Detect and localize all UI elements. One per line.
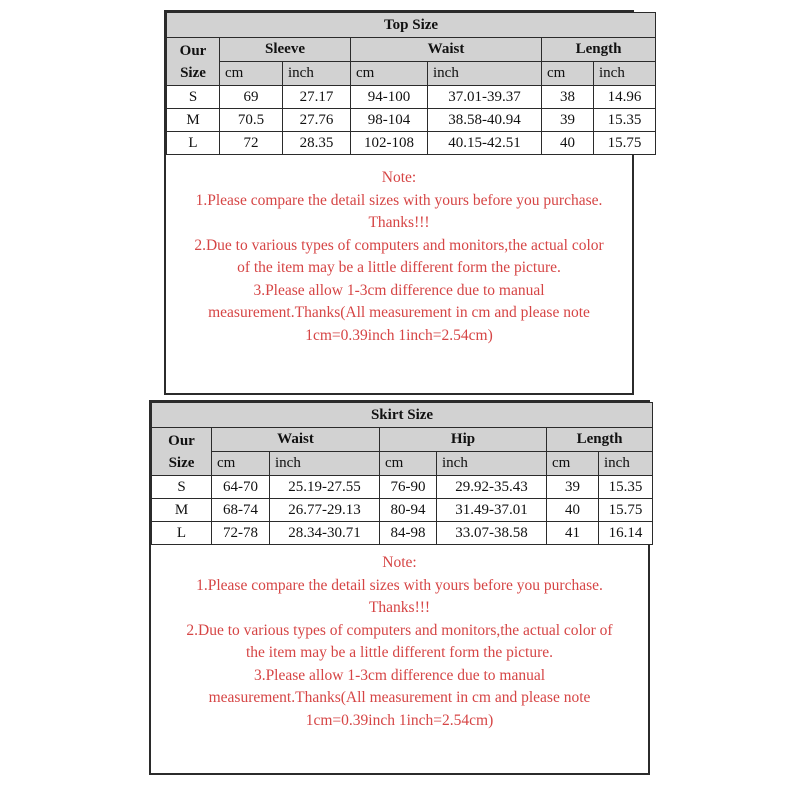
skirt-group-waist: Waist: [212, 428, 380, 452]
table-row: [167, 86, 656, 109]
top-table-group-header-row: [167, 38, 656, 62]
top-our-label: Our: [179, 42, 207, 59]
top-row-s-size: S: [167, 86, 220, 109]
skirt-table-title-row: [152, 403, 653, 428]
top-table-unit-header-row: [167, 62, 656, 86]
skirt-row-m-hip-inch: 31.49-37.01: [437, 499, 547, 522]
top-row-m-waist-inch: 38.58-40.94: [428, 109, 542, 132]
top-unit-length-cm: cm: [542, 62, 594, 86]
skirt-row-l-length-inch: 16.14: [599, 522, 653, 545]
top-row-m-waist-cm: 98-104: [351, 109, 428, 132]
skirt-row-m-hip-cm: 80-94: [380, 499, 437, 522]
table-row: [167, 109, 656, 132]
top-note-line-1: 1.Please compare the detail sizes with yours before you purchase.: [195, 191, 603, 209]
skirt-size-title: Skirt Size: [152, 403, 653, 428]
skirt-our-size-header: [152, 428, 212, 476]
top-row-l-sleeve-cm: 72: [220, 132, 283, 155]
top-row-l-length-cm: 40: [542, 132, 594, 155]
top-size-table: [166, 12, 656, 155]
skirt-note-line-1: 1.Please compare the detail sizes with yours before you purchase.: [196, 576, 603, 594]
table-row: [152, 499, 653, 522]
skirt-row-l-size: L: [152, 522, 212, 545]
skirt-row-s-hip-cm: 76-90: [380, 476, 437, 499]
top-size-chart-block: [164, 10, 642, 395]
skirt-group-hip: Hip: [380, 428, 547, 452]
skirt-row-s-waist-inch: 25.19-27.55: [270, 476, 380, 499]
skirt-row-l-hip-inch: 33.07-38.58: [437, 522, 547, 545]
skirt-unit-length-cm: cm: [547, 452, 599, 476]
skirt-row-m-length-cm: 40: [547, 499, 599, 522]
top-unit-sleeve-cm: cm: [220, 62, 283, 86]
skirt-row-l-waist-cm: 72-78: [212, 522, 270, 545]
skirt-note-line-6: measurement.Thanks(All measurement in cm and please note: [208, 689, 591, 706]
skirt-note-line-7: 1cm=0.39inch 1inch=2.54cm): [305, 711, 494, 729]
skirt-row-s-waist-cm: 64-70: [212, 476, 270, 499]
skirt-row-l-length-cm: 41: [547, 522, 599, 545]
skirt-note-line-5: 3.Please allow 1-3cm difference due to manual: [253, 666, 546, 684]
top-group-waist: Waist: [351, 38, 542, 62]
table-row: [167, 132, 656, 155]
top-row-s-waist-cm: 94-100: [351, 86, 428, 109]
skirt-size-note: [151, 552, 648, 773]
top-row-s-waist-inch: 37.01-39.37: [428, 86, 542, 109]
top-unit-sleeve-inch: inch: [283, 62, 351, 86]
top-note-line-7: 1cm=0.39inch 1inch=2.54cm): [305, 326, 493, 344]
skirt-row-m-length-inch: 15.75: [599, 499, 653, 522]
skirt-row-m-waist-inch: 26.77-29.13: [270, 499, 380, 522]
skirt-row-s-length-cm: 39: [547, 476, 599, 499]
top-note-line-5: 3.Please allow 1-3cm difference due to manual: [253, 281, 545, 299]
skirt-size-chart-block: [149, 400, 650, 775]
top-unit-waist-inch: inch: [428, 62, 542, 86]
top-unit-length-inch: inch: [594, 62, 656, 86]
top-row-l-waist-inch: 40.15-42.51: [428, 132, 542, 155]
skirt-note-line-2: Thanks!!!: [368, 599, 431, 616]
top-our-size-header: [167, 38, 220, 86]
top-group-sleeve: Sleeve: [220, 38, 351, 62]
top-note-line-4: of the item may be a little different form the picture.: [237, 259, 561, 276]
top-note-line-6: measurement.Thanks(All measurement in cm and please note: [208, 304, 590, 321]
top-row-l-waist-cm: 102-108: [351, 132, 428, 155]
top-unit-waist-cm: cm: [351, 62, 428, 86]
top-row-s-sleeve-inch: 27.17: [283, 86, 351, 109]
skirt-note-heading: Note:: [382, 554, 417, 571]
skirt-unit-waist-inch: inch: [270, 452, 380, 476]
top-row-l-sleeve-inch: 28.35: [283, 132, 351, 155]
skirt-row-m-size: M: [152, 499, 212, 522]
top-size-note: [166, 167, 632, 393]
table-row: [152, 476, 653, 499]
skirt-row-s-size: S: [152, 476, 212, 499]
top-size-label: Size: [180, 64, 206, 81]
skirt-table-unit-header-row: [152, 452, 653, 476]
skirt-row-l-hip-cm: 84-98: [380, 522, 437, 545]
skirt-unit-waist-cm: cm: [212, 452, 270, 476]
top-row-m-length-cm: 39: [542, 109, 594, 132]
skirt-unit-hip-inch: inch: [437, 452, 547, 476]
top-size-title: Top Size: [167, 13, 656, 38]
skirt-row-s-length-inch: 15.35: [599, 476, 653, 499]
table-row: [152, 522, 653, 545]
top-row-m-sleeve-inch: 27.76: [283, 109, 351, 132]
top-row-m-sleeve-cm: 70.5: [220, 109, 283, 132]
skirt-unit-hip-cm: cm: [380, 452, 437, 476]
top-note-line-2: Thanks!!!: [368, 214, 430, 231]
skirt-size-table: [151, 402, 653, 545]
top-row-s-length-inch: 14.96: [594, 86, 656, 109]
skirt-note-line-4: the item may be a little different form the picture.: [245, 644, 554, 661]
skirt-note-line-3: 2.Due to various types of computers and monitors,the actual color of: [186, 621, 613, 639]
top-row-s-length-cm: 38: [542, 86, 594, 109]
top-group-length: Length: [542, 38, 656, 62]
skirt-row-l-waist-inch: 28.34-30.71: [270, 522, 380, 545]
top-row-m-length-inch: 15.35: [594, 109, 656, 132]
skirt-size-label: Size: [168, 454, 195, 471]
skirt-unit-length-inch: inch: [599, 452, 653, 476]
skirt-row-m-waist-cm: 68-74: [212, 499, 270, 522]
skirt-row-s-hip-inch: 29.92-35.43: [437, 476, 547, 499]
top-note-heading: Note:: [381, 169, 417, 186]
top-note-line-3: 2.Due to various types of computers and monitors,the actual color: [194, 236, 604, 254]
skirt-group-length: Length: [547, 428, 653, 452]
top-row-s-sleeve-cm: 69: [220, 86, 283, 109]
top-table-title-row: [167, 13, 656, 38]
skirt-our-label: Our: [168, 432, 195, 449]
top-row-l-size: L: [167, 132, 220, 155]
top-row-m-size: M: [167, 109, 220, 132]
top-row-l-length-inch: 15.75: [594, 132, 656, 155]
skirt-table-group-header-row: [152, 428, 653, 452]
